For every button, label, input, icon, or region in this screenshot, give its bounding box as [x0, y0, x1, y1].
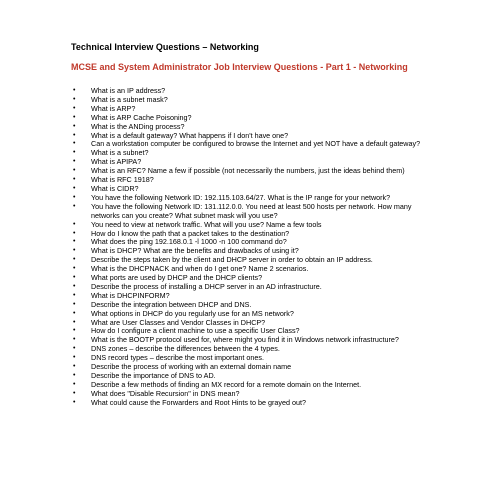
question-text: Describe the process of working with an external domain name: [91, 362, 292, 372]
bullet-icon: •: [73, 309, 76, 317]
bullet-icon: •: [73, 113, 76, 121]
question-text: What is a default gateway? What happens if I don't have one?: [91, 130, 289, 140]
question-text: How do I know the path that a packet takes to the destination?: [91, 228, 290, 238]
bullet-icon: •: [73, 238, 76, 246]
bullet-icon: •: [73, 336, 76, 344]
bullet-icon: •: [73, 184, 76, 192]
document-subtitle: MCSE and System Administrator Job Interview Questions - Part 1 - Networking: [71, 62, 408, 72]
question-text: Describe the steps taken by the client and DHCP server in order to obtain an IP address.: [91, 255, 373, 265]
question-text: What is CIDR?: [91, 183, 139, 193]
bullet-icon: •: [73, 95, 76, 103]
question-text: What does "Disable Recursion" in DNS mean?: [91, 388, 240, 398]
bullet-icon: •: [73, 398, 76, 406]
question-text: What is the BOOTP protocol used for, where might you find it in Windows network infrastructure?: [91, 335, 399, 345]
question-text: What is the ANDing process?: [91, 121, 185, 131]
bullet-icon: •: [73, 104, 76, 112]
bullet-icon: •: [73, 256, 76, 264]
question-text: What is ARP?: [91, 103, 136, 113]
question-text: What is an RFC? Name a few if possible (not necessarily the numbers, just the ideas behind them): [91, 166, 405, 176]
bullet-icon: •: [73, 193, 76, 201]
bullet-icon: •: [73, 87, 76, 94]
question-text: What is the DHCPNACK and when do I get one? Name 2 scenarios.: [91, 264, 309, 274]
question-list: [71, 87, 431, 408]
bullet-icon: •: [73, 220, 76, 228]
bullet-icon: •: [73, 389, 76, 397]
bullet-icon: •: [73, 345, 76, 353]
bullet-icon: •: [73, 354, 76, 362]
question-text: What is ARP Cache Poisoning?: [91, 112, 192, 122]
bullet-icon: •: [73, 291, 76, 299]
question-text: What could cause the Forwarders and Root Hints to be grayed out?: [91, 397, 306, 407]
question-text: What are User Classes and Vendor Classes in DHCP?: [91, 317, 266, 327]
bullet-icon: •: [73, 122, 76, 130]
question-text: What does the ping 192.168.0.1 -l 1000 -n 100 command do?: [91, 237, 287, 247]
question-text: You need to view at network traffic. What will you use? Name a few tools: [91, 219, 322, 229]
bullet-icon: •: [73, 380, 76, 388]
question-text: You have the following Network ID: 131.112.0.0. You need at least 500 hosts per network. How many networks can you create? What subnet mask will you use?: [91, 201, 412, 220]
bullet-icon: •: [73, 176, 76, 184]
bullet-icon: •: [73, 327, 76, 335]
question-text: What is DHCP? What are the benefits and drawbacks of using it?: [91, 246, 299, 256]
bullet-icon: •: [73, 131, 76, 139]
question-text: What is DHCPINFORM?: [91, 290, 170, 300]
question-text: What is APIPA?: [91, 157, 142, 167]
bullet-icon: •: [73, 202, 76, 210]
question-text: What is a subnet mask?: [91, 94, 168, 104]
question-text: What is RFC 1918?: [91, 175, 154, 185]
question-text: Describe the process of installing a DHCP server in an AD infrastructure.: [91, 281, 322, 291]
bullet-icon: •: [73, 282, 76, 290]
bullet-icon: •: [73, 318, 76, 326]
bullet-icon: •: [73, 372, 76, 379]
bullet-icon: •: [73, 363, 76, 371]
question-text: Describe a few methods of finding an MX record for a remote domain on the Internet.: [91, 379, 362, 389]
question-text: DNS zones – describe the differences between the 4 types.: [91, 344, 280, 354]
bullet-icon: •: [73, 158, 76, 166]
bullet-icon: •: [73, 149, 76, 157]
question-text: Describe the integration between DHCP and DNS.: [91, 299, 252, 309]
bullet-icon: •: [73, 229, 76, 237]
question-text: What is a subnet?: [91, 148, 149, 158]
bullet-icon: •: [73, 274, 76, 282]
question-text: DNS record types – describe the most important ones.: [91, 353, 264, 363]
question-text: What ports are used by DHCP and the DHCP clients?: [91, 273, 263, 283]
bullet-icon: •: [73, 247, 76, 255]
bullet-icon: •: [73, 140, 76, 148]
question-item: [71, 399, 431, 408]
question-text: How do I configure a client machine to use a specific User Class?: [91, 326, 300, 336]
bullet-icon: •: [73, 265, 76, 273]
question-text: What is an IP address?: [91, 86, 166, 95]
document-title: Technical Interview Questions – Networking: [71, 42, 259, 52]
question-item: [71, 203, 431, 221]
question-text: What options in DHCP do you regularly use for an MS network?: [91, 308, 294, 318]
bullet-icon: •: [73, 300, 76, 308]
question-text: You have the following Network ID: 192.115.103.64/27. What is the IP range for your network?: [91, 192, 391, 202]
bullet-icon: •: [73, 167, 76, 175]
question-text: Describe the importance of DNS to AD.: [91, 371, 216, 380]
question-text: Can a workstation computer be configured to browse the Internet and yet NOT have a default gateway?: [91, 139, 421, 149]
